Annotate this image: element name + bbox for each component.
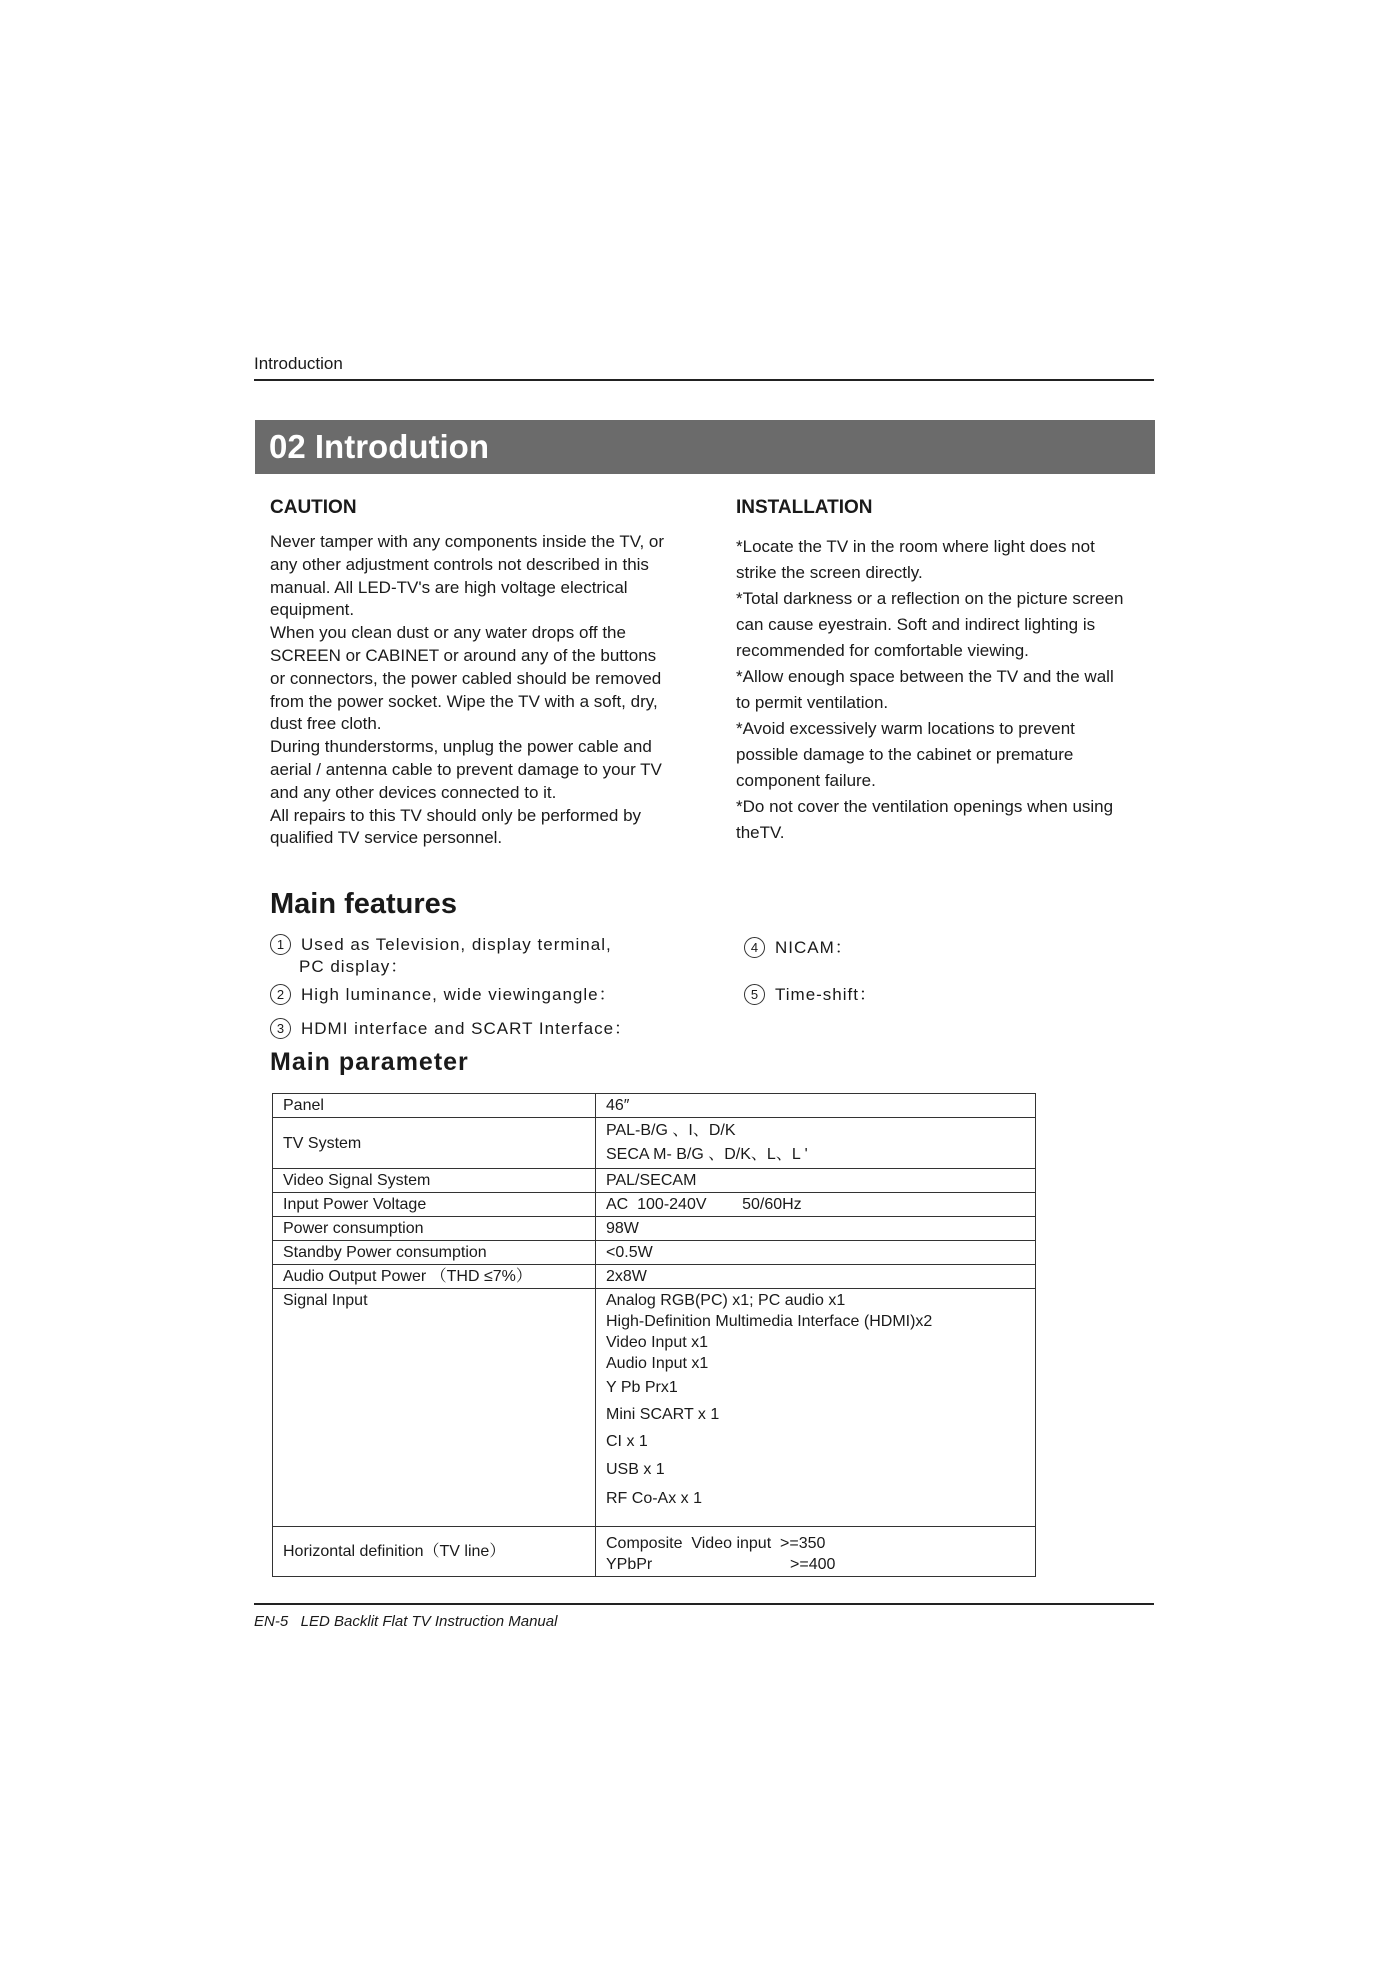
param-value-line: Video Input x1	[606, 1334, 709, 1351]
param-value-line: Analog RGB(PC) x1; PC audio x1	[606, 1292, 846, 1309]
param-value-line: Composite Video input >=350	[606, 1535, 826, 1552]
caution-paragraph: Never tamper with any components inside the TV, or any other adjustment controls not described in this manual. All LED-TV's are high voltage electrical equipment.	[270, 532, 665, 620]
table-row	[273, 1094, 1036, 1118]
parameters-heading: Main parameter	[270, 1048, 469, 1076]
param-value	[596, 1169, 1036, 1193]
header-rule	[254, 379, 1154, 381]
installation-item: *Allow enough space between the TV and the wall to permit ventilation.	[736, 667, 1114, 712]
caution-paragraph: During thunderstorms, unplug the power cable and aerial / antenna cable to prevent damage to your TV and any other devices connected to it.	[270, 737, 662, 802]
feature-item	[270, 1018, 632, 1040]
feature-text: NICAM：	[775, 938, 853, 957]
param-key: Panel	[273, 1094, 596, 1118]
param-value	[596, 1193, 1036, 1217]
feature-item	[744, 984, 877, 1006]
feature-text-continued: PC display：	[299, 957, 409, 976]
param-value-line: High-Definition Multimedia Interface (HDMI)x2	[606, 1313, 933, 1330]
table-row	[273, 1193, 1036, 1217]
features-heading: Main features	[270, 888, 457, 920]
installation-item: *Locate the TV in the room where light does not strike the screen directly.	[736, 537, 1095, 582]
feature-item	[270, 934, 650, 978]
chapter-title: 02 Introdution	[255, 420, 1155, 474]
circled-number: 5	[744, 984, 765, 1005]
param-value	[596, 1289, 1036, 1527]
footer-rule	[254, 1603, 1154, 1605]
table-row	[273, 1118, 1036, 1169]
installation-item: *Avoid excessively warm locations to prevent possible damage to the cabinet or premature component failure.	[736, 719, 1075, 790]
param-key: Input Power Voltage	[273, 1193, 596, 1217]
param-value	[596, 1118, 1036, 1169]
param-key: Standby Power consumption	[273, 1241, 596, 1265]
param-value-line: CI x 1	[606, 1433, 648, 1450]
parameters-table	[272, 1093, 1036, 1577]
feature-text: High luminance, wide viewingangle：	[301, 985, 617, 1004]
param-value	[596, 1527, 1036, 1577]
param-value-line: 2x8W	[606, 1268, 647, 1285]
table-row	[273, 1265, 1036, 1289]
param-key: Signal Input	[273, 1289, 596, 1527]
caution-text	[270, 531, 665, 850]
param-value-line: Mini SCART x 1	[606, 1406, 720, 1423]
param-value-line: 46″	[606, 1097, 630, 1114]
circled-number: 1	[270, 934, 291, 955]
param-value-line: SECA M- B/G 、D/K、L、L '	[606, 1146, 808, 1163]
circled-number: 2	[270, 984, 291, 1005]
param-value-line: Y Pb Prx1	[606, 1379, 678, 1396]
param-value-line: PAL/SECAM	[606, 1172, 697, 1189]
table-row	[273, 1289, 1036, 1527]
param-key: Audio Output Power （THD ≤7%）	[273, 1265, 596, 1289]
caution-paragraph: When you clean dust or any water drops off the SCREEN or CABINET or around any of the buttons or connectors, the power cabled should be removed from the power socket. Wipe the TV with a soft, dry, dust free cloth.	[270, 623, 662, 734]
param-value-line: Audio Input x1	[606, 1355, 709, 1372]
installation-item: *Total darkness or a reflection on the picture screen can cause eyestrain. Soft and indirect lighting is recommended for comfortable viewing.	[736, 589, 1124, 660]
table-row	[273, 1217, 1036, 1241]
circled-number: 3	[270, 1018, 291, 1039]
param-key: TV System	[273, 1118, 596, 1169]
installation-item: *Do not cover the ventilation openings when using theTV.	[736, 797, 1114, 842]
param-key: Power consumption	[273, 1217, 596, 1241]
footer-text: EN-5 LED Backlit Flat TV Instruction Manual	[254, 1613, 558, 1630]
param-value-line: YPbPr >=400	[606, 1556, 836, 1573]
param-value	[596, 1265, 1036, 1289]
caution-heading: CAUTION	[270, 497, 357, 518]
circled-number: 4	[744, 937, 765, 958]
param-value	[596, 1094, 1036, 1118]
table-row	[273, 1169, 1036, 1193]
param-value-line: RF Co-Ax x 1	[606, 1490, 703, 1507]
feature-item	[270, 984, 617, 1006]
feature-text: HDMI interface and SCART Interface：	[301, 1019, 633, 1038]
table-row	[273, 1527, 1036, 1577]
param-value-line: <0.5W	[606, 1244, 653, 1261]
feature-item	[744, 937, 853, 959]
feature-text: Time-shift：	[775, 985, 877, 1004]
param-value	[596, 1241, 1036, 1265]
param-value-line: USB x 1	[606, 1461, 665, 1478]
param-value-line: PAL-B/G 、I、D/K	[606, 1122, 736, 1139]
param-value	[596, 1217, 1036, 1241]
feature-text: Used as Television, display terminal,	[301, 935, 612, 954]
param-value-line: 98W	[606, 1220, 639, 1237]
installation-heading: INSTALLATION	[736, 497, 873, 518]
param-key: Horizontal definition（TV line）	[273, 1527, 596, 1577]
installation-list	[736, 534, 1126, 846]
param-value-line: AC 100-240V 50/60Hz	[606, 1196, 802, 1213]
param-key: Video Signal System	[273, 1169, 596, 1193]
table-row	[273, 1241, 1036, 1265]
running-header: Introduction	[254, 354, 343, 373]
caution-paragraph: All repairs to this TV should only be performed by qualified TV service personnel.	[270, 805, 642, 848]
